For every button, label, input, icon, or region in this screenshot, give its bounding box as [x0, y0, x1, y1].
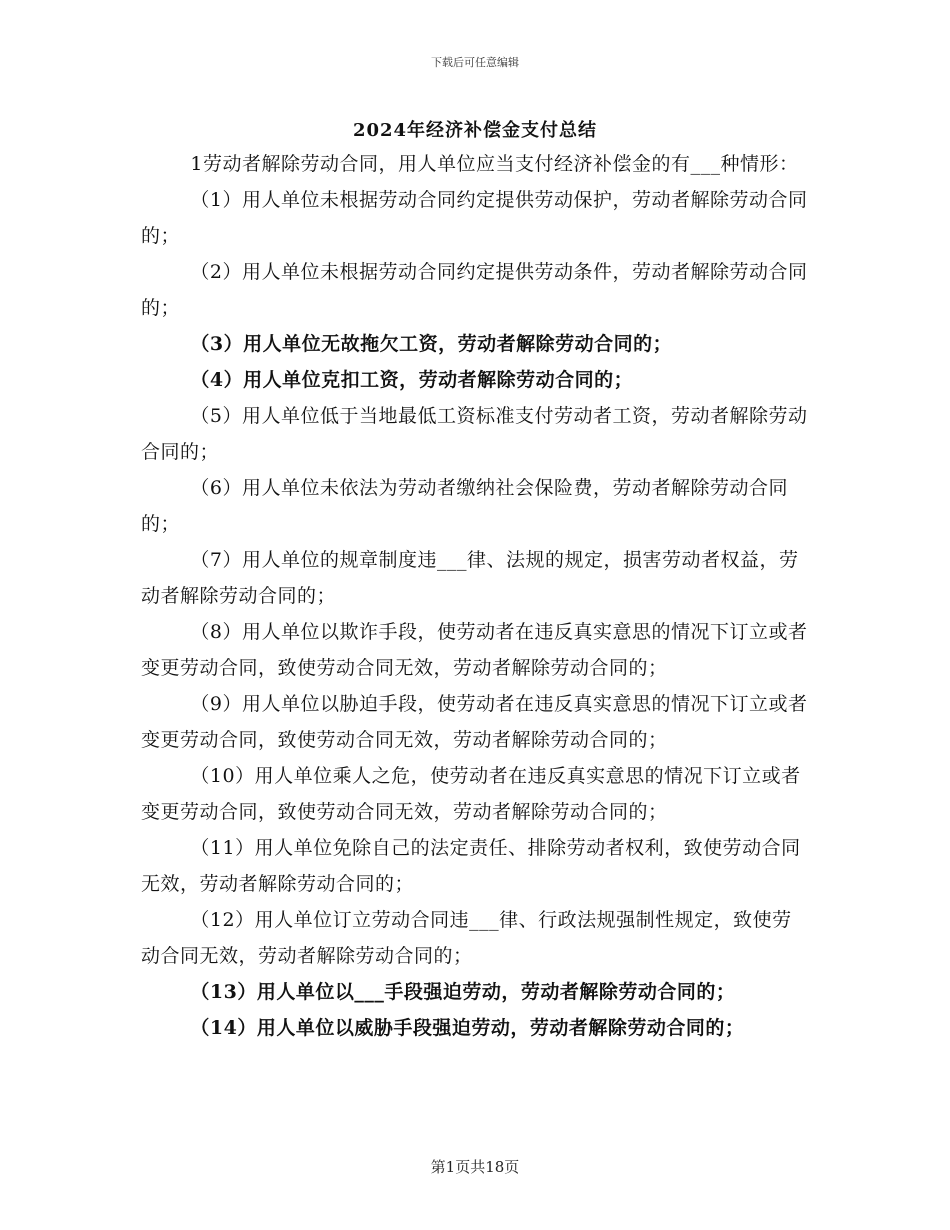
paragraph-item-7: （7）用人单位的规章制度违___律、法规的规定，损害劳动者权益，劳动者解除劳动合同的； — [141, 549, 799, 607]
paragraph-item-2: （2）用人单位未根据劳动合同约定提供劳动条件，劳动者解除劳动合同的； — [141, 261, 808, 319]
paragraph-item-1: （1）用人单位未根据劳动合同约定提供劳动保护，劳动者解除劳动合同的； — [141, 189, 808, 247]
paragraph-item-5: （5）用人单位低于当地最低工资标准支付劳动者工资，劳动者解除劳动合同的； — [141, 405, 808, 463]
paragraph-intro: 1劳动者解除劳动合同，用人单位应当支付经济补偿金的有___种情形： — [190, 153, 799, 175]
paragraph-item-6: （6）用人单位未依法为劳动者缴纳社会保险费，劳动者解除劳动合同的； — [141, 477, 788, 535]
paragraph-item-13: （13）用人单位以___手段强迫劳动，劳动者解除劳动合同的； — [190, 981, 736, 1003]
paragraph-item-12: （12）用人单位订立劳动合同违___律、行政法规强制性规定，致使劳动合同无效，劳动者解除劳动合同的； — [141, 909, 792, 967]
paragraph-item-14: （14）用人单位以威胁手段强迫劳动，劳动者解除劳动合同的； — [190, 1017, 745, 1039]
document-title: 2024年经济补偿金支付总结 — [352, 120, 598, 141]
paragraph-item-8: （8）用人单位以欺诈手段，使劳动者在违反真实意思的情况下订立或者变更劳动合同，致使劳动合同无效，劳动者解除劳动合同的； — [141, 621, 808, 679]
page-header-note: 下载后可任意编辑 — [431, 56, 519, 69]
paragraph-item-9: （9）用人单位以胁迫手段，使劳动者在违反真实意思的情况下订立或者变更劳动合同，致使劳动合同无效，劳动者解除劳动合同的； — [141, 693, 808, 751]
document-body — [141, 146, 809, 1046]
paragraph-item-3: （3）用人单位无故拖欠工资，劳动者解除劳动合同的； — [190, 333, 673, 355]
page-number: 第1页共18页 — [430, 1158, 520, 1176]
paragraph-item-4: （4）用人单位克扣工资，劳动者解除劳动合同的； — [190, 369, 634, 391]
paragraph-item-10: （10）用人单位乘人之危，使劳动者在违反真实意思的情况下订立或者变更劳动合同，致使劳动合同无效，劳动者解除劳动合同的； — [141, 765, 801, 823]
paragraph-item-11: （11）用人单位免除自己的法定责任、排除劳动者权利，致使劳动合同无效，劳动者解除劳动合同的； — [141, 837, 801, 895]
